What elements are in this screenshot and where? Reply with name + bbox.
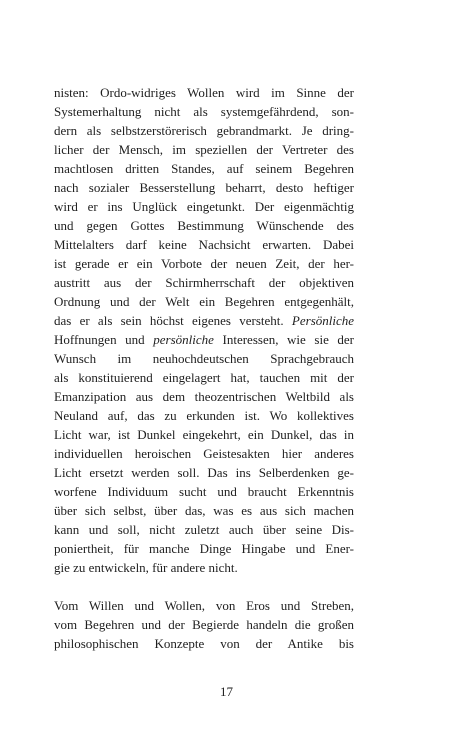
text-segment: Hoffnungen und — [54, 332, 145, 347]
text-line: und gegen Gottes Bestimmung Wünschende des — [54, 218, 354, 233]
text-line: Neuland auf, das zu erkunden ist. Wo kollektives — [54, 408, 354, 423]
text-line: austritt aus der Schirmherrschaft der objektiven — [54, 275, 354, 290]
text-line: Systemerhaltung nicht als systemgefährdend, son- — [54, 104, 354, 119]
text-line: machtlosen dritten Standes, auf seinem Begehren — [54, 161, 354, 176]
text-line: individuellen heroischen Geistesakten hier anderes — [54, 446, 354, 461]
text-line: worfene Individuum sucht und braucht Erkenntnis — [54, 484, 354, 499]
text-segment: das er als sein höchst eigenes versteht. — [54, 313, 284, 328]
text-line: dern als selbstzerstörerisch gebrandmarkt. Je dring- — [54, 123, 354, 138]
text-segment: Interessen, wie sie der — [222, 332, 355, 347]
text-line: vom Begehren und der Begierde handeln die großen — [54, 617, 354, 632]
text-line — [54, 313, 354, 329]
text-line: Licht war, ist Dunkel eingekehrt, ein Dunkel, das in — [54, 427, 354, 442]
italic-word: Persönliche — [291, 313, 355, 328]
text-line: Vom Willen und Wollen, von Eros und Streben, — [54, 598, 354, 613]
text-line: Mittelalters darf keine Nachsicht erwarten. Dabei — [54, 237, 354, 252]
text-line: Emanzipation aus dem theozentrischen Weltbild als — [54, 389, 354, 404]
text-line: ist gerade er ein Vorbote der neuen Zeit, der her- — [54, 256, 354, 271]
text-line: licher der Mensch, im speziellen der Vertreter des — [54, 142, 354, 157]
text-line: als konstituierend eingelagert hat, tauchen mit der — [54, 370, 354, 385]
text-line: gie zu entwickeln, für andere nicht. — [54, 560, 238, 575]
text-line — [54, 332, 354, 348]
text-line: nach sozialer Besserstellung beharrt, desto heftiger — [54, 180, 354, 195]
text-line: nisten: Ordo-widriges Wollen wird im Sinne der — [54, 85, 354, 100]
page-number: 17 — [220, 684, 233, 699]
text-line: Ordnung und der Welt ein Begehren entgegenhält, — [54, 294, 354, 309]
text-line: philosophischen Konzepte von der Antike bis — [54, 636, 354, 651]
text-line: Wunsch im neuhochdeutschen Sprachgebrauch — [54, 351, 354, 366]
text-line: poniertheit, für manche Dinge Hingabe und Ener- — [54, 541, 354, 556]
text-line: Licht ersetzt werden soll. Das ins Selberdenken ge- — [54, 465, 354, 480]
italic-word: persönliche — [153, 332, 214, 347]
text-line: kann und soll, nicht zuletzt auch über seine Dis- — [54, 522, 354, 537]
text-line: wird er ins Unglück eingetunkt. Der eigenmächtig — [54, 199, 354, 214]
text-line: über sich selbst, über das, was es aus sich machen — [54, 503, 354, 518]
